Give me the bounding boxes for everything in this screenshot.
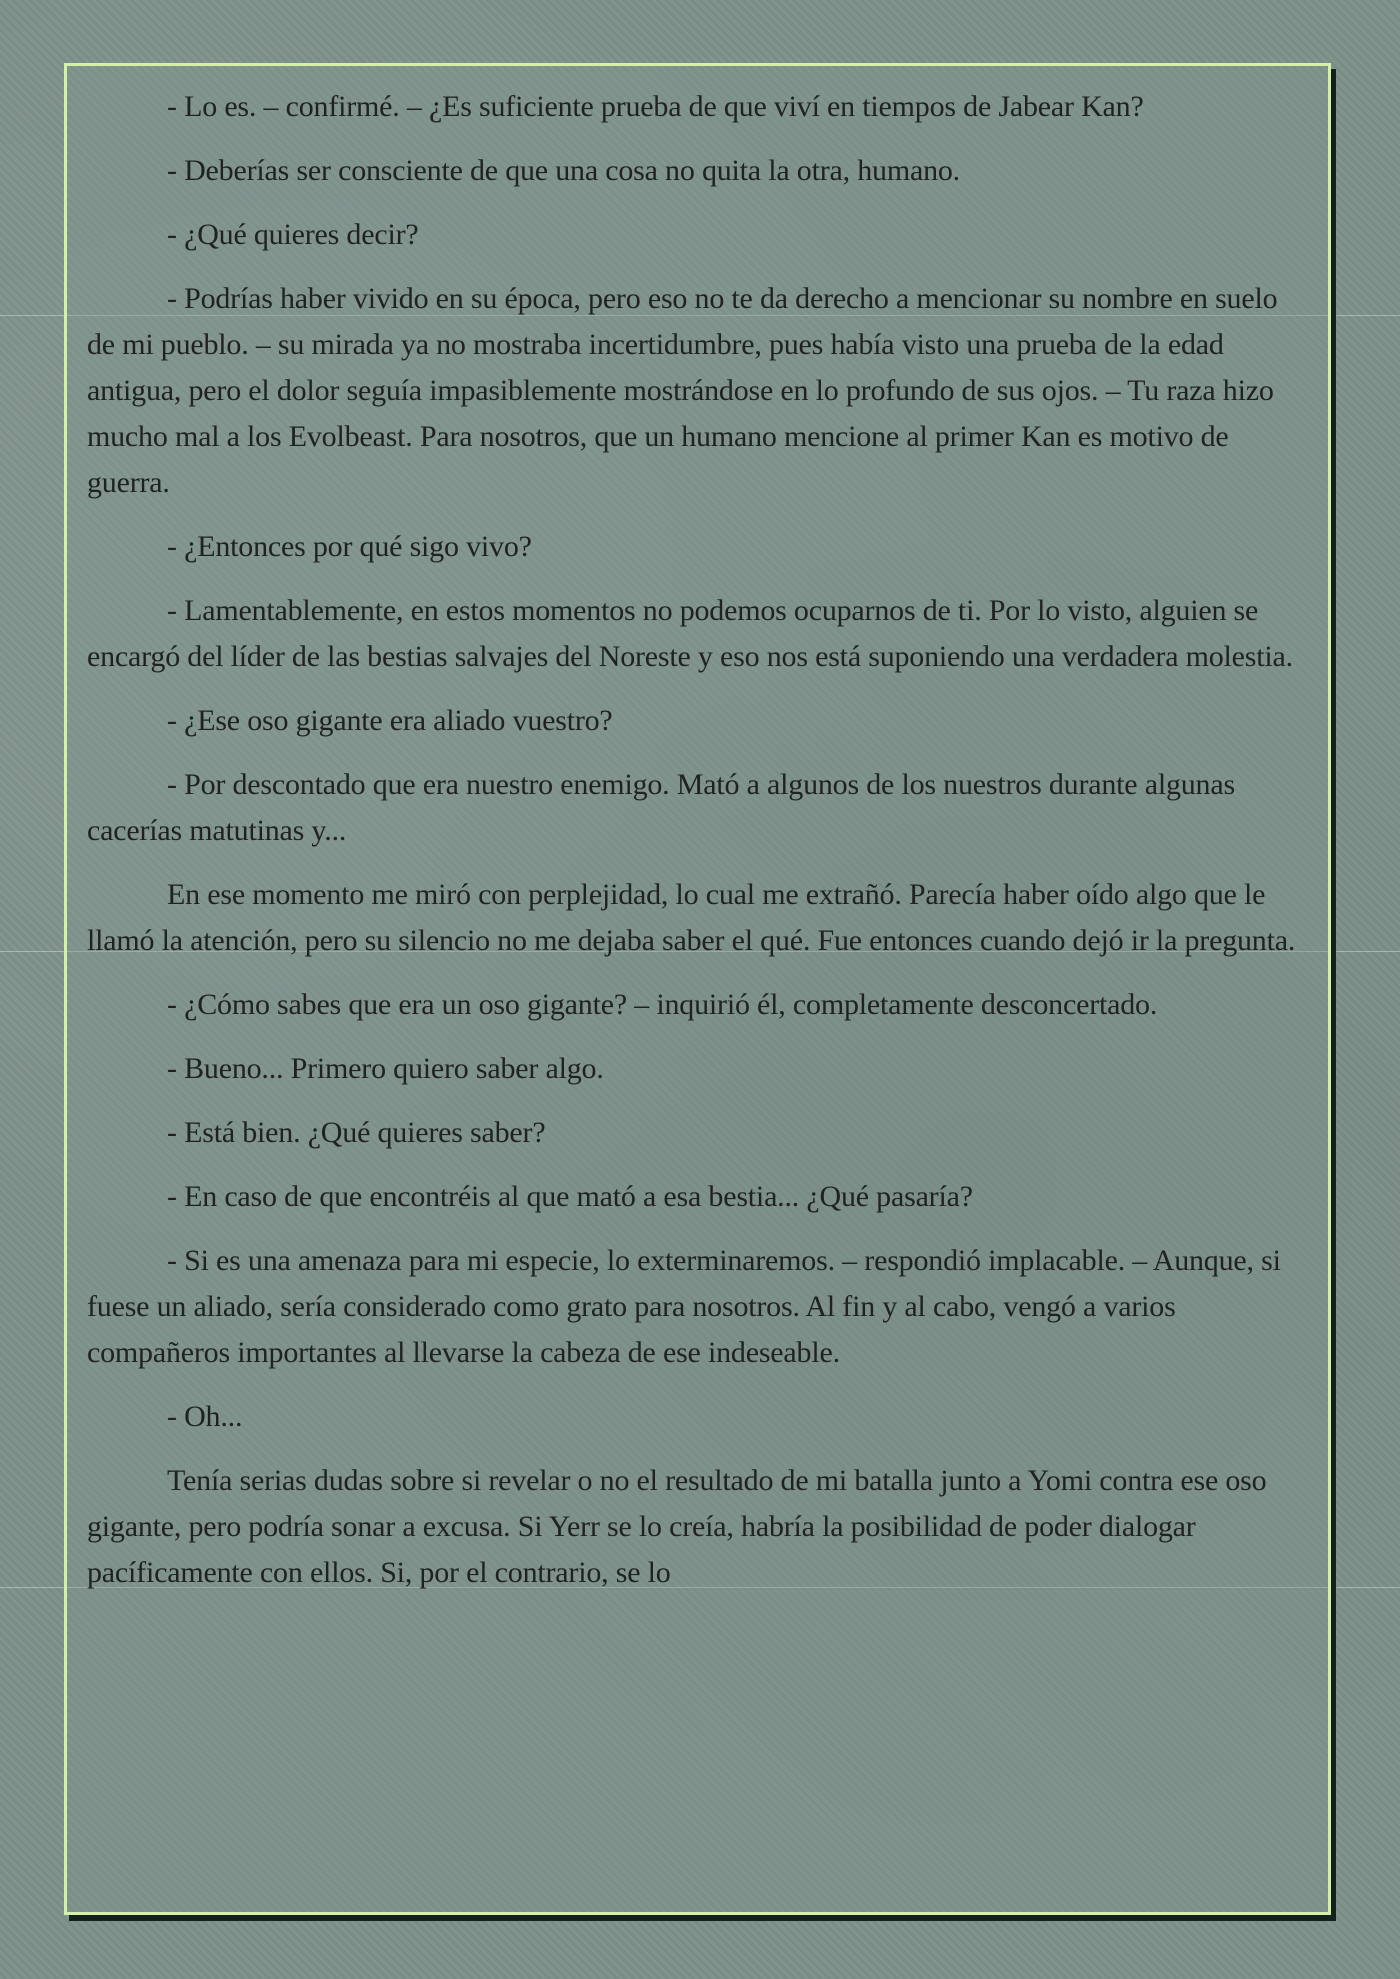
paragraph: - Está bien. ¿Qué quieres saber? [167,1116,546,1149]
paragraph: En ese momento me miró con perplejidad, lo cual me extrañó. Parecía haber oído algo que le llamó la atención, pero su silencio no me dejaba saber el qué. Fue entonces cuando dejó ir la pregunta. [87,878,1296,957]
paragraph: - ¿Qué quieres decir? [167,218,419,251]
paragraph: Tenía serias dudas sobre si revelar o no el resultado de mi batalla junto a Yomi contra ese oso gigante, pero podría sonar a excusa. Si Yerr se lo creía, habría la posibilidad de poder dialogar pacíficamente con ellos. Si, por el contrario, se lo [87,1464,1267,1589]
paragraph: - En caso de que encontréis al que mató a esa bestia... ¿Qué pasaría? [167,1180,973,1213]
paragraph: - ¿Entonces por qué sigo vivo? [167,530,532,563]
paragraph: - Lamentablemente, en estos momentos no podemos ocuparnos de ti. Por lo visto, alguien se encargó del líder de las bestias salvajes del Noreste y eso nos está suponiendo una verdadera molestia. [87,594,1293,673]
paragraph: - Si es una amenaza para mi especie, lo exterminaremos. – respondió implacable. – Aunque, si fuese un aliado, sería considerado como grato para nosotros. Al fin y al cabo, vengó a varios compañeros importantes al llevarse la cabeza de ese indeseable. [87,1244,1281,1369]
paragraph: - Podrías haber vivido en su época, pero eso no te da derecho a mencionar su nombre en suelo de mi pueblo. – su mirada ya no mostraba incertidumbre, pues había visto una prueba de la edad antigua, pero el dolor seguía impasiblemente mostrándose en lo profundo de sus ojos. – Tu raza hizo mucho mal a los Evolbeast. Para nosotros, que un humano mencione al primer Kan es motivo de guerra. [87,282,1278,499]
paragraph: - Deberías ser consciente de que una cosa no quita la otra, humano. [167,154,960,187]
paragraph: - Oh... [167,1400,243,1433]
paragraph: - Por descontado que era nuestro enemigo. Mató a algunos de los nuestros durante algunas cacerías matutinas y... [87,768,1235,847]
paragraph: - Bueno... Primero quiero saber algo. [167,1052,604,1085]
paragraph: - ¿Ese oso gigante era aliado vuestro? [167,704,613,737]
text-page [64,63,1331,1915]
paragraph: - ¿Cómo sabes que era un oso gigante? – inquirió él, completamente desconcertado. [167,988,1158,1021]
paragraph: - Lo es. – confirmé. – ¿Es suficiente prueba de que viví en tiempos de Jabear Kan? [167,90,1144,123]
